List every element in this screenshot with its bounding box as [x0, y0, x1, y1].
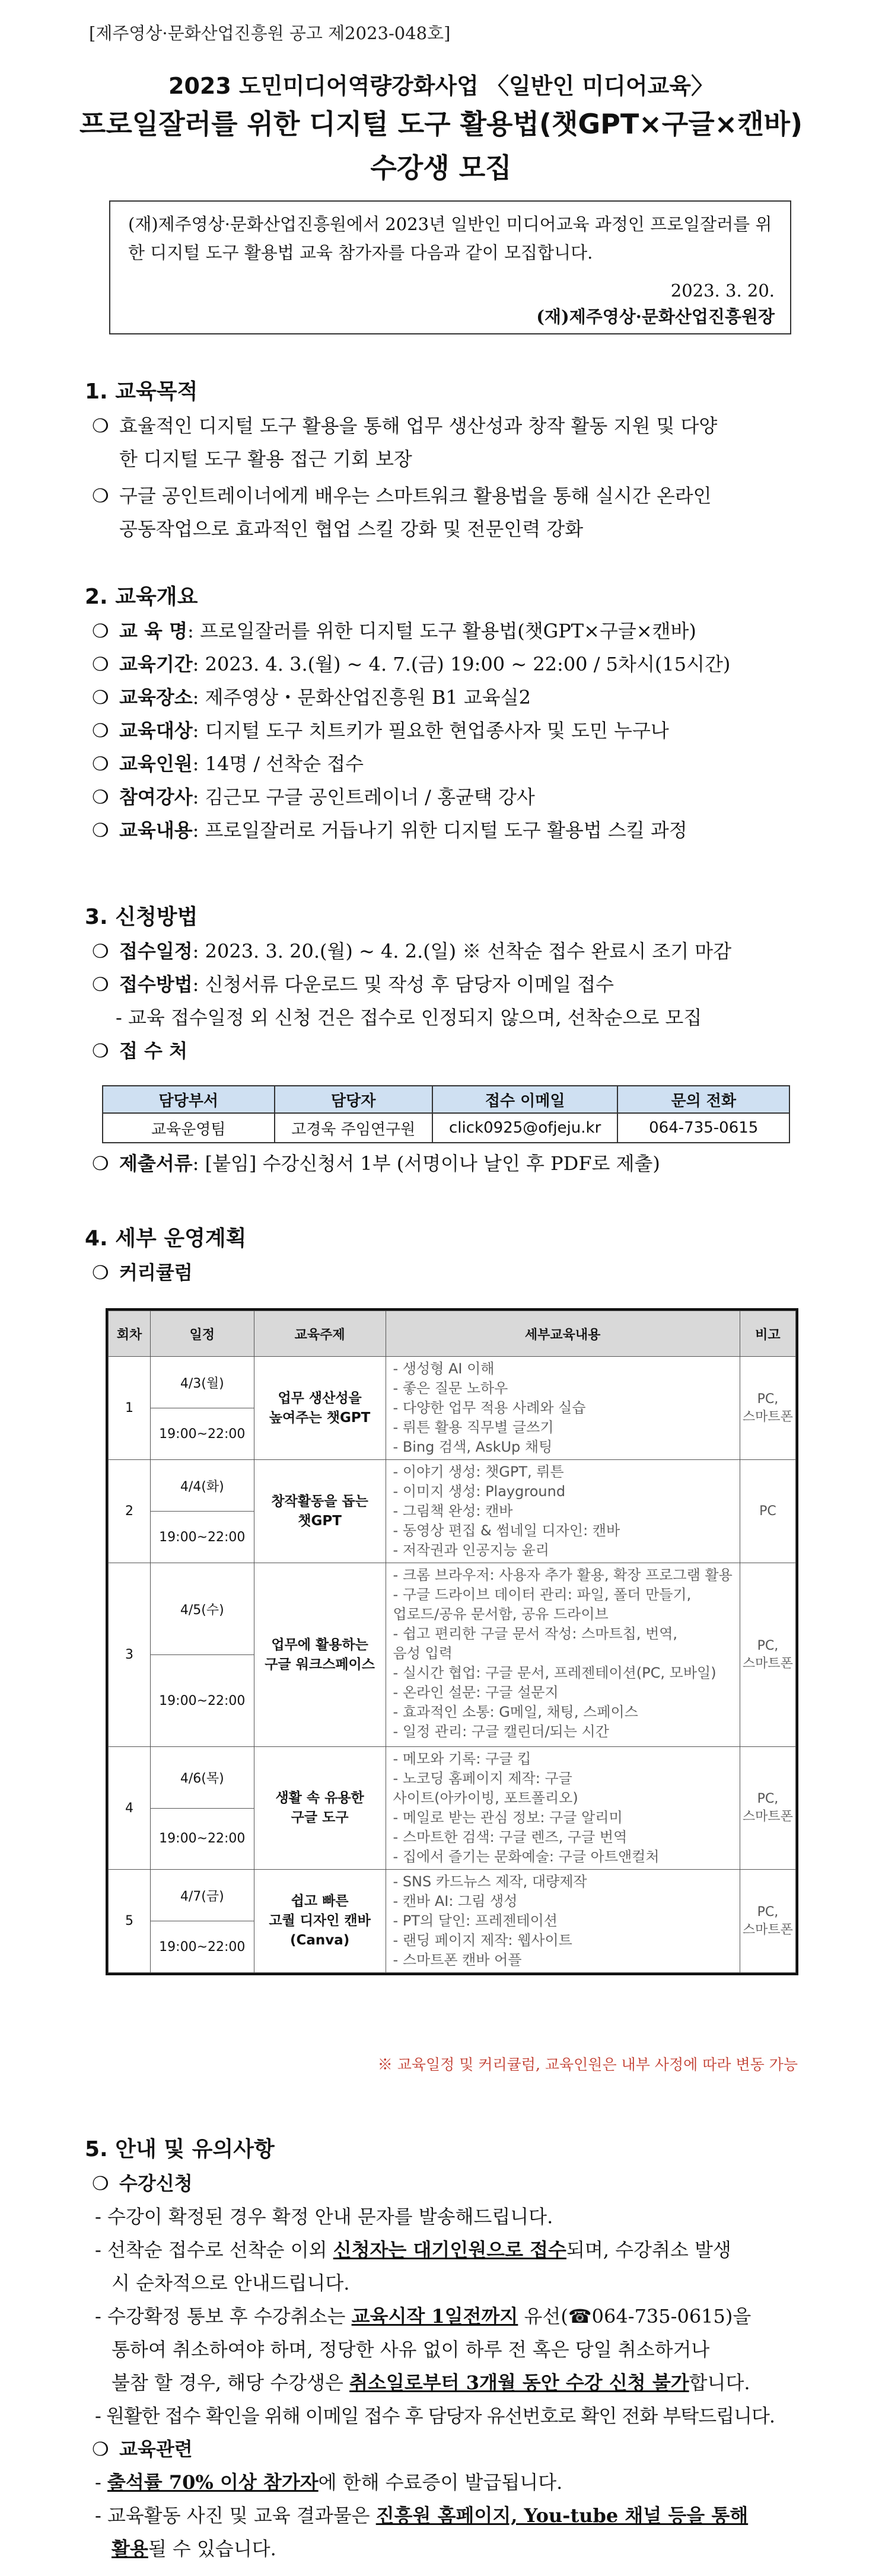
- guide-edu-label: [92, 2432, 798, 2466]
- session-note: [740, 1563, 795, 1747]
- detail-line: 음성 입력: [393, 1645, 453, 1662]
- apply-value: : 신청서류 다운로드 및 작성 후 담당자 이메일 접수: [192, 973, 614, 996]
- session-note: [740, 1357, 795, 1460]
- detail-line: - 구글 드라이브 데이터 관리: 파일, 폴더 만들기,: [393, 1586, 692, 1603]
- session-details: [386, 1747, 740, 1870]
- title-line2: 프로일잘러를 위한 디지털 도구 활용법(챗GPT×구글×캔바): [79, 108, 803, 140]
- contact-person: 고경욱 주임연구원: [275, 1113, 432, 1143]
- contact-table: [102, 1085, 790, 1143]
- detail-line: - 저작권과 인공지능 윤리: [393, 1542, 549, 1558]
- session-topic: [254, 1747, 386, 1870]
- contact-email-link[interactable]: click0925@ofjeju.kr: [432, 1113, 618, 1143]
- detail-line: - 쉽고 편리한 구글 문서 작성: 스마트칩, 번역,: [393, 1625, 678, 1642]
- contact-phone: 064-735-0615: [617, 1113, 789, 1143]
- session-date: 4/3(월): [150, 1357, 254, 1408]
- purpose-text: 효율적인 디지털 도구 활용을 통해 업무 생산성과 창작 활동 지원 및 다양: [119, 415, 718, 437]
- purpose-item: [92, 479, 798, 546]
- guide-text: - 선착순 접수로 선착순 이외: [95, 2239, 333, 2261]
- detail-line: - 동영상 편집 & 썸네일 디자인: 캔바: [393, 1522, 620, 1539]
- overview-label: 교육장소: [119, 686, 193, 709]
- bullet-icon: ❍: [92, 719, 109, 742]
- overview-value: : 디지털 도구 치트키가 필요한 현업종사자 및 도민 누구나: [192, 719, 669, 742]
- overview-item: [92, 780, 798, 814]
- session-number: 1: [109, 1357, 151, 1460]
- purpose-text: 구글 공인트레이너에게 배우는 스마트워크 활용법을 통해 실시간 온라인: [119, 484, 712, 507]
- apply-period: [92, 935, 798, 968]
- apply-method: [92, 968, 798, 1001]
- apply-label: 접수방법: [119, 973, 193, 996]
- section-title-apply: 3. 신청방법: [85, 905, 198, 929]
- curriculum-header: 비고: [740, 1311, 795, 1357]
- note-line: 스마트폰: [742, 1809, 793, 1824]
- topic-line: 업무에 활용하는: [271, 1637, 368, 1653]
- session-topic: [254, 1563, 386, 1747]
- detail-line: - 스마트한 검색: 구글 렌즈, 구글 번역: [393, 1829, 628, 1845]
- topic-line: 높여주는 챗GPT: [269, 1410, 371, 1426]
- overview-value: : 2023. 4. 3.(월) ~ 4. 7.(금) 19:00 ~ 22:00 / 5차시(15시간): [192, 653, 731, 675]
- contact-header: 담당부서: [103, 1086, 275, 1113]
- detail-line: 업로드/공유 문서함, 공유 드라이브: [393, 1606, 609, 1622]
- intro-text: (재)제주영상·문화산업진흥원에서 2023년 일반인 미디어교육 과정인 프로일잘러를 위한 디지털 도구 활용법 교육 참가자를 다음과 같이 모집합니다.: [128, 214, 772, 263]
- guide-text: 유선(: [518, 2305, 568, 2328]
- detail-line: 사이트(아카이빙, 포트폴리오): [393, 1790, 578, 1806]
- note-line: PC: [759, 1503, 776, 1519]
- curriculum-row: [109, 1460, 796, 1512]
- session-number: 5: [109, 1870, 151, 1973]
- note-line: PC,: [757, 1638, 779, 1653]
- purpose-text: 한 디지털 도구 활용 접근 기회 보장: [119, 448, 412, 470]
- session-time: 19:00~22:00: [150, 1408, 254, 1460]
- apply-label: 제출서류: [119, 1152, 193, 1175]
- session-date: 4/5(수): [150, 1563, 254, 1655]
- session-date: 4/7(금): [150, 1870, 254, 1921]
- guide-emphasis: 출석률 70% 이상 참가자: [107, 2471, 319, 2494]
- overview-item: [92, 747, 798, 780]
- apply-docs: [92, 1147, 798, 1180]
- session-time: 19:00~22:00: [150, 1808, 254, 1870]
- guide-line: [95, 2233, 798, 2266]
- overview-label: 교 육 명: [119, 620, 188, 642]
- guide-text: 에 한해 수료증이 발급됩니다.: [318, 2471, 563, 2494]
- detail-line: - 좋은 질문 노하우: [393, 1380, 508, 1397]
- detail-line: - 이야기 생성: 챗GPT, 뤼튼: [393, 1464, 564, 1480]
- guide-text: 될 수 있습니다.: [148, 2537, 276, 2560]
- detail-line: - 노코딩 홈페이지 제작: 구글: [393, 1770, 572, 1787]
- overview-value: : 김근모 구글 공인트레이너 / 홍균택 강사: [192, 786, 535, 808]
- overview-label: 교육대상: [119, 719, 193, 742]
- overview-value: : 프로일잘러로 거듭나기 위한 디지털 도구 활용법 스킬 과정: [192, 819, 687, 841]
- curriculum-header-row: [109, 1311, 796, 1357]
- session-note: [740, 1870, 795, 1973]
- guide-text: - 수강확정 통보 후 수강취소는: [95, 2305, 352, 2328]
- notice-number: [제주영상·문화산업진흥원 공고 제2023-048호]: [89, 23, 451, 43]
- apply-label: 접수일정: [119, 940, 193, 962]
- topic-line: 쉽고 빠른: [291, 1893, 349, 1909]
- bullet-icon: ❍: [92, 973, 109, 996]
- detail-line: - 스마트폰 캔바 어플: [393, 1952, 522, 1968]
- detail-line: - 이미지 생성: Playground: [393, 1483, 566, 1500]
- session-note: [740, 1460, 795, 1563]
- overview-item: [92, 814, 798, 847]
- bullet-icon: ❍: [92, 1040, 109, 1062]
- curriculum-row: [109, 1870, 796, 1921]
- guide-emphasis: 활용: [112, 2537, 148, 2560]
- apply-contact: [92, 1034, 798, 1067]
- detail-line: - 랜딩 페이지 제작: 웹사이트: [393, 1932, 572, 1949]
- detail-line: - 생성형 AI 이해: [393, 1360, 495, 1377]
- detail-line: - 일정 관리: 구글 캘린더/되는 시간: [393, 1723, 609, 1740]
- apply-list: [92, 935, 798, 1067]
- session-time: 19:00~22:00: [150, 1512, 254, 1563]
- guide-line: - 수강이 확정된 경우 확정 안내 문자를 발송해드립니다.: [95, 2205, 553, 2228]
- contact-header: 담당자: [275, 1086, 432, 1113]
- session-note: [740, 1747, 795, 1870]
- overview-item: [92, 614, 798, 648]
- apply-label: 접 수 처: [119, 1040, 188, 1062]
- session-time: 19:00~22:00: [150, 1655, 254, 1747]
- detail-line: - 메모와 기록: 구글 킵: [393, 1751, 531, 1767]
- bullet-icon: ❍: [92, 686, 109, 709]
- topic-line: 창작활동을 돕는: [271, 1493, 368, 1509]
- overview-label: 교육인원: [119, 753, 193, 775]
- curriculum-footnote: ※ 교육일정 및 커리큘럼, 교육인원은 내부 사정에 따라 변동 가능: [377, 2056, 798, 2073]
- topic-line: 구글 도구: [291, 1810, 349, 1825]
- section-title-guide: 5. 안내 및 유의사항: [85, 2137, 275, 2161]
- phone-icon: ☎: [568, 2305, 592, 2328]
- topic-line: 챗GPT: [298, 1513, 342, 1529]
- intro-box: [109, 200, 791, 334]
- guide-emphasis: 신청자는 대기인원으로 접수: [333, 2239, 566, 2261]
- note-line: PC,: [757, 1904, 779, 1920]
- guide-text: -: [95, 2471, 107, 2494]
- overview-label: 교육기간: [119, 653, 193, 675]
- bullet-icon: ❍: [92, 2438, 109, 2460]
- contact-header: 접수 이메일: [432, 1086, 618, 1113]
- overview-value: : 프로일잘러를 위한 디지털 도구 활용법(챗GPT×구글×캔바): [187, 620, 696, 642]
- guide-enroll-label: [92, 2167, 798, 2200]
- guide-emphasis: 교육시작 1일전까지: [351, 2305, 518, 2328]
- guide-line: [95, 2366, 798, 2399]
- title-line1: 2023 도민미디어역량강화사업 〈일반인 미디어교육〉: [168, 73, 714, 99]
- detail-line: - 메일로 받는 관심 정보: 구글 알리미: [393, 1809, 623, 1826]
- contact-row: [103, 1113, 789, 1143]
- session-details: [386, 1460, 740, 1563]
- intro-date: 2023. 3. 20.: [670, 280, 775, 301]
- detail-line: - 효과적인 소통: G메일, 채팅, 스페이스: [393, 1704, 638, 1720]
- topic-line: 업무 생산성을: [278, 1390, 362, 1406]
- overview-value: : 14명 / 선착순 접수: [192, 753, 364, 775]
- guide-label: 수강신청: [119, 2172, 193, 2195]
- detail-line: - 다양한 업무 적용 사례와 실습: [393, 1399, 586, 1416]
- guide-line: [95, 2466, 798, 2499]
- detail-line: - 온라인 설문: 구글 설문지: [393, 1684, 559, 1701]
- bullet-icon: ❍: [92, 819, 109, 841]
- guide-text: 불참 할 경우, 해당 수강생은: [112, 2371, 350, 2394]
- note-line: 스마트폰: [742, 1656, 793, 1671]
- session-number: 4: [109, 1747, 151, 1870]
- bullet-icon: ❍: [92, 786, 109, 808]
- curriculum-header: 회차: [109, 1311, 151, 1357]
- bullet-icon: ❍: [92, 620, 109, 642]
- detail-line: - 캔바 AI: 그림 생성: [393, 1893, 518, 1909]
- topic-line: 생활 속 유용한: [275, 1790, 364, 1806]
- bullet-icon: ❍: [92, 2172, 109, 2195]
- detail-line: - Bing 검색, AskUp 채팅: [393, 1439, 553, 1455]
- overview-list: [92, 614, 798, 847]
- apply-method-note: - 교육 접수일정 외 신청 건은 접수로 인정되지 않으며, 선착순으로 모집: [116, 1006, 702, 1029]
- curriculum-label-row: [92, 1256, 798, 1289]
- session-topic: [254, 1357, 386, 1460]
- purpose-item: [92, 409, 798, 476]
- guide-line: 통하여 취소하여야 하며, 정당한 사유 없이 하루 전 혹은 당일 취소하거나: [112, 2338, 710, 2361]
- apply-value: : 2023. 3. 20.(월) ~ 4. 2.(일) ※ 선착순 접수 완료시 조기 마감: [192, 940, 732, 962]
- session-topic: [254, 1460, 386, 1563]
- detail-line: - 뤼튼 활용 직무별 글쓰기: [393, 1419, 554, 1436]
- session-number: 2: [109, 1460, 151, 1563]
- contact-header: 문의 전화: [617, 1086, 789, 1113]
- guide-edu-list: [95, 2466, 798, 2565]
- guide-emphasis: 취소일로부터 3개월 동안 수강 신청 불가: [349, 2371, 689, 2394]
- overview-label: 교육내용: [119, 819, 193, 841]
- detail-line: - 그림책 완성: 캔바: [393, 1503, 513, 1519]
- contact-dept: 교육운영팀: [103, 1113, 275, 1143]
- curriculum-header: 세부교육내용: [386, 1311, 740, 1357]
- guide-line: [95, 2532, 798, 2565]
- overview-item: [92, 681, 798, 714]
- session-details: [386, 1357, 740, 1460]
- apply-value: : [붙임] 수강신청서 1부 (서명이나 날인 후 PDF로 제출): [192, 1152, 660, 1175]
- section-title-plan: 4. 세부 운영계획: [85, 1226, 247, 1251]
- section-title-overview: 2. 교육개요: [85, 585, 198, 609]
- bullet-icon: ❍: [92, 1261, 109, 1284]
- curriculum-table: [106, 1308, 798, 1975]
- guide-line: [95, 2300, 798, 2333]
- topic-line: 고퀄 디자인 캔바: [269, 1913, 371, 1928]
- bullet-icon: ❍: [92, 753, 109, 775]
- overview-label: 참여강사: [119, 786, 193, 808]
- guide-text: 합니다.: [689, 2371, 750, 2394]
- topic-line: 구글 워크스페이스: [265, 1656, 375, 1672]
- topic-line: (Canva): [289, 1933, 350, 1948]
- bullet-icon: ❍: [92, 653, 109, 675]
- note-line: PC,: [757, 1791, 779, 1806]
- overview-value: : 제주영상・문화산업진흥원 B1 교육실2: [192, 686, 531, 709]
- detail-line: - SNS 카드뉴스 제작, 대량제작: [393, 1873, 587, 1890]
- title-block: [0, 70, 882, 190]
- guide-text: 064-735-0615)을: [591, 2305, 752, 2328]
- guide-enroll-list: [95, 2200, 798, 2432]
- guide-line: 시 순차적으로 안내드립니다.: [112, 2272, 350, 2294]
- overview-item: [92, 648, 798, 681]
- guide-emphasis: 진흥원 홈페이지, You-tube 채널 등을 통해: [375, 2504, 749, 2527]
- session-date: 4/4(화): [150, 1460, 254, 1512]
- session-details: [386, 1870, 740, 1973]
- section-title-purpose: 1. 교육목적: [85, 380, 198, 404]
- curriculum-header: 일정: [150, 1311, 254, 1357]
- curriculum-row: [109, 1563, 796, 1655]
- intro-org: (재)제주영상·문화산업진흥원장: [536, 307, 775, 327]
- detail-line: - PT의 달인: 프레젠테이션: [393, 1912, 558, 1929]
- session-details: [386, 1563, 740, 1747]
- note-line: PC,: [757, 1391, 779, 1407]
- contact-header-row: [103, 1086, 789, 1113]
- curriculum-row: [109, 1747, 796, 1809]
- guide-text: - 교육활동 사진 및 교육 결과물은: [95, 2504, 376, 2527]
- curriculum-row: [109, 1357, 796, 1408]
- session-topic: [254, 1870, 386, 1973]
- curriculum-label: 커리큘럼: [119, 1261, 193, 1284]
- note-line: 스마트폰: [742, 1409, 793, 1424]
- curriculum-header: 교육주제: [254, 1311, 386, 1357]
- detail-line: - 크롬 브라우저: 사용자 추가 활용, 확장 프로그램 활용: [393, 1567, 733, 1583]
- overview-item: [92, 714, 798, 747]
- detail-line: - 실시간 협업: 구글 문서, 프레젠테이션(PC, 모바일): [393, 1665, 717, 1681]
- bullet-icon: ❍: [92, 940, 109, 962]
- session-number: 3: [109, 1563, 151, 1747]
- bullet-icon: ❍: [92, 484, 109, 507]
- session-date: 4/6(목): [150, 1747, 254, 1809]
- detail-line: - 집에서 즐기는 문화예술: 구글 아트앤컬처: [393, 1848, 660, 1865]
- bullet-icon: ❍: [92, 1152, 109, 1175]
- guide-line: [95, 2499, 798, 2532]
- guide-label: 교육관련: [119, 2438, 193, 2460]
- bullet-icon: ❍: [92, 415, 109, 437]
- guide-text: 되며, 수강취소 발생: [566, 2239, 731, 2261]
- note-line: 스마트폰: [742, 1922, 793, 1937]
- title-line3: 수강생 모집: [370, 152, 512, 184]
- purpose-text: 공동작업으로 효과적인 협업 스킬 강화 및 전문인력 강화: [119, 518, 584, 540]
- session-time: 19:00~22:00: [150, 1921, 254, 1973]
- guide-line: - 원활한 접수 확인을 위해 이메일 접수 후 담당자 유선번호로 확인 전화 부탁드립니다.: [95, 2405, 775, 2427]
